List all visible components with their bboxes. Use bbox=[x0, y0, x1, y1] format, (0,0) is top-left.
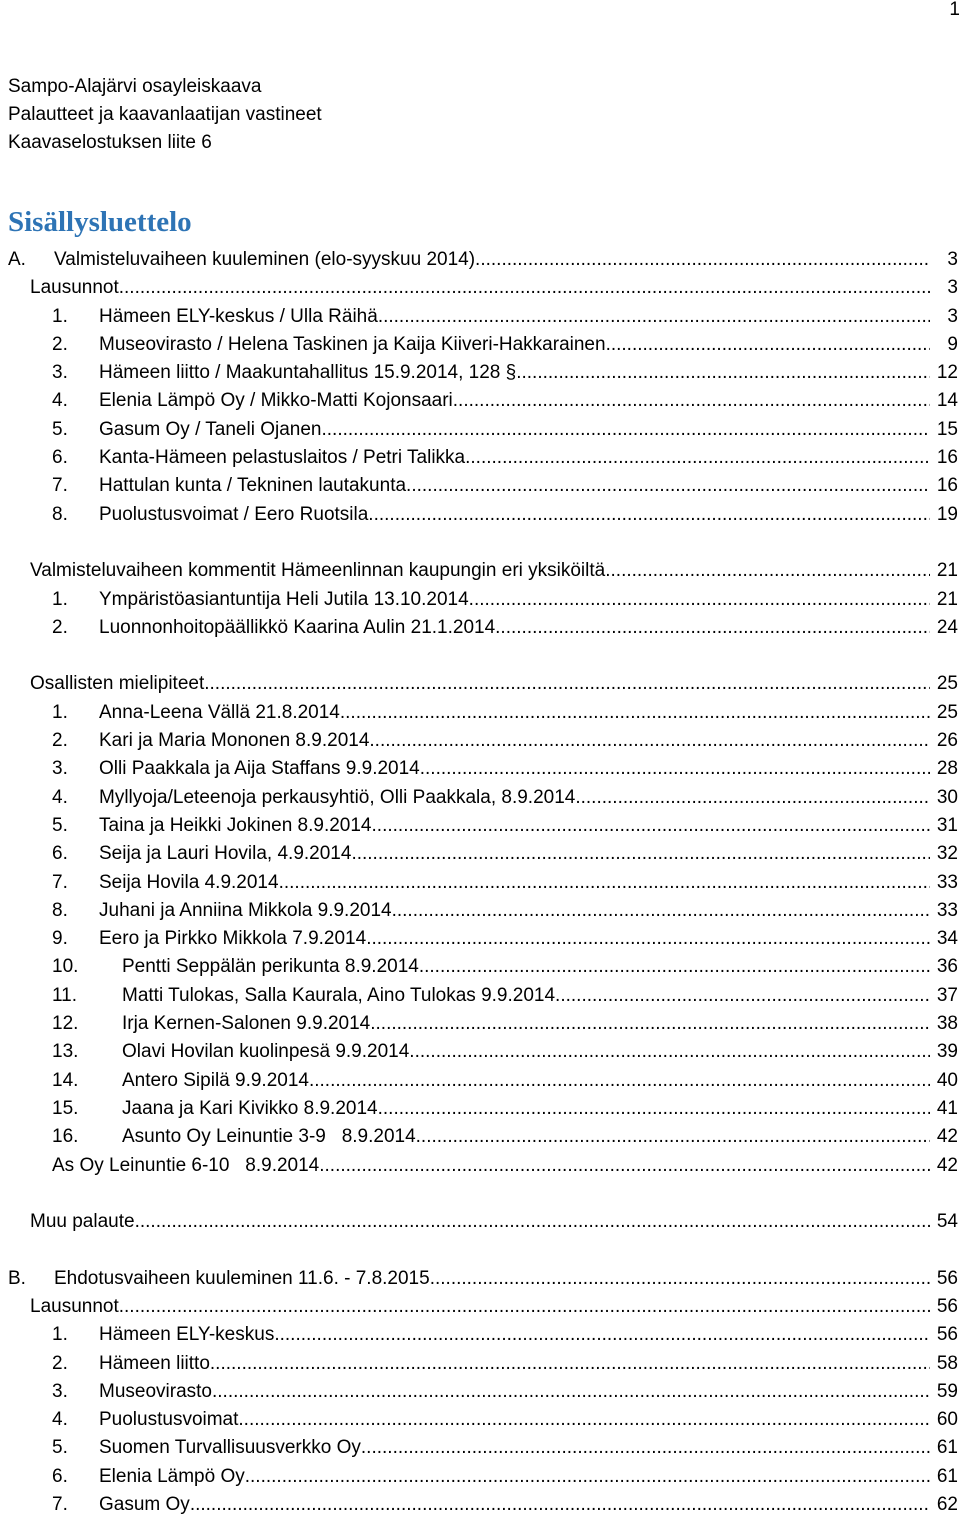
toc-dot-leader bbox=[119, 274, 930, 302]
toc-entry[interactable] bbox=[0, 557, 960, 585]
toc-dot-leader bbox=[372, 812, 930, 840]
toc-entry-label: Museovirasto bbox=[99, 1378, 212, 1406]
toc-dot-leader bbox=[245, 1463, 930, 1491]
toc-entry-label: Gasum Oy / Taneli Ojanen bbox=[99, 416, 321, 444]
toc-entry-page: 58 bbox=[936, 1352, 958, 1374]
toc-entry[interactable] bbox=[0, 1152, 960, 1180]
toc-entry-label: Seija Hovila 4.9.2014 bbox=[99, 869, 279, 897]
toc-entry-label: Asunto Oy Leinuntie 3-9 8.9.2014 bbox=[122, 1123, 416, 1151]
toc-entry[interactable] bbox=[0, 1067, 960, 1095]
toc-entry-number: 12. bbox=[52, 1013, 79, 1035]
toc-entry-label: Ympäristöasiantuntija Heli Jutila 13.10.2014 bbox=[99, 586, 469, 614]
toc-entry-label: Valmisteluvaiheen kommentit Hämeenlinnan kaupungin eri yksiköiltä bbox=[30, 557, 605, 585]
table-of-contents bbox=[0, 246, 960, 1519]
toc-dot-leader bbox=[279, 869, 930, 897]
toc-dot-leader bbox=[419, 953, 930, 981]
toc-entry[interactable] bbox=[0, 501, 960, 529]
toc-entry-page: 40 bbox=[936, 1069, 958, 1091]
toc-entry[interactable] bbox=[0, 1265, 960, 1293]
toc-entry-label: Olli Paakkala ja Aija Staffans 9.9.2014 bbox=[99, 755, 420, 783]
toc-entry[interactable] bbox=[0, 869, 960, 897]
toc-entry[interactable] bbox=[0, 897, 960, 925]
toc-dot-leader bbox=[430, 1265, 930, 1293]
toc-entry-label: Jaana ja Kari Kivikko 8.9.2014 bbox=[122, 1095, 378, 1123]
toc-entry-page: 36 bbox=[936, 956, 958, 978]
toc-entry-label: Puolustusvoimat / Eero Ruotsila bbox=[99, 501, 368, 529]
toc-entry[interactable] bbox=[0, 1350, 960, 1378]
toc-entry-number: 2. bbox=[52, 333, 68, 355]
toc-entry-label: Muu palaute bbox=[30, 1208, 135, 1236]
toc-entry[interactable] bbox=[0, 953, 960, 981]
toc-entry-number: 1. bbox=[52, 305, 68, 327]
header-line-2: Palautteet ja kaavanlaatijan vastineet bbox=[8, 104, 322, 125]
toc-dot-leader bbox=[465, 444, 930, 472]
toc-entry-label: Suomen Turvallisuusverkko Oy bbox=[99, 1434, 361, 1462]
toc-entry-label: Osallisten mielipiteet bbox=[30, 670, 204, 698]
toc-entry-page: 30 bbox=[936, 786, 958, 808]
toc-dot-leader bbox=[406, 472, 930, 500]
toc-entry[interactable] bbox=[0, 274, 960, 302]
toc-entry[interactable] bbox=[0, 1293, 960, 1321]
toc-entry-label: Hattulan kunta / Tekninen lautakunta bbox=[99, 472, 406, 500]
page-number: 1 bbox=[949, 0, 960, 20]
toc-entry-number: 5. bbox=[52, 418, 68, 440]
toc-dot-leader bbox=[453, 387, 930, 415]
toc-dot-leader bbox=[605, 557, 930, 585]
toc-entry-page: 12 bbox=[936, 362, 958, 384]
toc-entry-label: Lausunnot bbox=[30, 274, 119, 302]
toc-entry[interactable] bbox=[0, 416, 960, 444]
toc-entry-number: 4. bbox=[52, 786, 68, 808]
toc-dot-leader bbox=[119, 1293, 930, 1321]
toc-entry-label: Valmisteluvaiheen kuuleminen (elo-syyskuu 2014) bbox=[54, 246, 475, 274]
toc-entry-label: Kari ja Maria Mononen 8.9.2014 bbox=[99, 727, 369, 755]
toc-entry-page: 31 bbox=[936, 814, 958, 836]
toc-entry-number: 2. bbox=[52, 1352, 68, 1374]
toc-entry-label: As Oy Leinuntie 6-10 8.9.2014 bbox=[52, 1152, 319, 1180]
toc-entry-number: B. bbox=[8, 1267, 26, 1289]
toc-entry-number: 4. bbox=[52, 1409, 68, 1431]
toc-dot-leader bbox=[469, 586, 930, 614]
toc-entry-page: 34 bbox=[936, 928, 958, 950]
toc-entry[interactable] bbox=[0, 1208, 960, 1236]
toc-entry-label: Juhani ja Anniina Mikkola 9.9.2014 bbox=[99, 897, 392, 925]
toc-entry-page: 56 bbox=[936, 1295, 958, 1317]
toc-entry-label: Seija ja Lauri Hovila, 4.9.2014 bbox=[99, 840, 351, 868]
toc-entry[interactable] bbox=[0, 925, 960, 953]
toc-dot-leader bbox=[366, 925, 930, 953]
toc-entry-page: 21 bbox=[936, 560, 958, 582]
toc-dot-leader bbox=[319, 1152, 930, 1180]
toc-dot-leader bbox=[416, 1123, 930, 1151]
toc-entry[interactable] bbox=[0, 586, 960, 614]
toc-entry-number: 11. bbox=[52, 984, 78, 1006]
header-line-3: Kaavaselostuksen liite 6 bbox=[8, 132, 212, 153]
toc-dot-leader bbox=[309, 1067, 930, 1095]
toc-dot-leader bbox=[361, 1434, 930, 1462]
toc-entry-label: Matti Tulokas, Salla Kaurala, Aino Tulokas 9.9.2014 bbox=[122, 982, 555, 1010]
toc-dot-leader bbox=[606, 331, 930, 359]
toc-entry[interactable] bbox=[0, 1378, 960, 1406]
toc-entry-number: 5. bbox=[52, 814, 68, 836]
toc-entry-label: Ehdotusvaiheen kuuleminen 11.6. - 7.8.2015 bbox=[54, 1265, 430, 1293]
toc-entry[interactable] bbox=[0, 1321, 960, 1349]
toc-entry-number: 1. bbox=[52, 701, 68, 723]
toc-entry-page: 61 bbox=[936, 1437, 958, 1459]
toc-entry[interactable] bbox=[0, 727, 960, 755]
toc-dot-leader bbox=[420, 755, 930, 783]
toc-entry-page: 42 bbox=[936, 1154, 958, 1176]
toc-entry-page: 54 bbox=[936, 1211, 958, 1233]
toc-entry[interactable] bbox=[0, 670, 960, 698]
toc-entry-label: Anna-Leena Vällä 21.8.2014 bbox=[99, 699, 340, 727]
toc-entry-label: Hämeen ELY-keskus / Ulla Räihä bbox=[99, 303, 378, 331]
toc-dot-leader bbox=[135, 1208, 930, 1236]
toc-dot-leader bbox=[212, 1378, 930, 1406]
toc-entry-number: 8. bbox=[52, 503, 68, 525]
toc-entry-number: 3. bbox=[52, 362, 68, 384]
toc-entry-page: 37 bbox=[936, 984, 958, 1006]
toc-entry-number: 16. bbox=[52, 1126, 79, 1148]
toc-entry-label: Lausunnot bbox=[30, 1293, 119, 1321]
toc-entry-label: Luonnonhoitopäällikkö Kaarina Aulin 21.1.2014 bbox=[99, 614, 495, 642]
toc-entry-page: 25 bbox=[936, 701, 958, 723]
toc-dot-leader bbox=[210, 1350, 930, 1378]
toc-entry-page: 33 bbox=[936, 871, 958, 893]
toc-entry-label: Olavi Hovilan kuolinpesä 9.9.2014 bbox=[122, 1038, 409, 1066]
toc-entry[interactable] bbox=[0, 331, 960, 359]
toc-entry-page: 38 bbox=[936, 1013, 958, 1035]
toc-dot-leader bbox=[475, 246, 930, 274]
toc-dot-leader bbox=[351, 840, 930, 868]
header-line-1: Sampo-Alajärvi osayleiskaava bbox=[8, 76, 262, 97]
toc-entry-page: 15 bbox=[936, 418, 958, 440]
toc-entry[interactable] bbox=[0, 1095, 960, 1123]
toc-entry[interactable] bbox=[0, 444, 960, 472]
toc-dot-leader bbox=[340, 699, 930, 727]
toc-dot-leader bbox=[321, 416, 930, 444]
toc-dot-leader bbox=[274, 1321, 930, 1349]
toc-entry[interactable] bbox=[0, 303, 960, 331]
toc-entry[interactable] bbox=[0, 1038, 960, 1066]
toc-entry-page: 9 bbox=[947, 333, 958, 355]
toc-entry-page: 59 bbox=[936, 1380, 958, 1402]
toc-dot-leader bbox=[190, 1491, 930, 1519]
toc-entry-page: 62 bbox=[936, 1494, 958, 1516]
toc-entry-number: 6. bbox=[52, 447, 68, 469]
toc-entry-number: 6. bbox=[52, 843, 68, 865]
toc-entry-label: Elenia Lämpö Oy bbox=[99, 1463, 245, 1491]
toc-entry[interactable] bbox=[0, 784, 960, 812]
toc-entry-number: 1. bbox=[52, 1324, 68, 1346]
toc-entry-number: 3. bbox=[52, 1380, 68, 1402]
toc-entry-label: Myllyoja/Leteenoja perkausyhtiö, Olli Paakkala, 8.9.2014 bbox=[99, 784, 575, 812]
toc-entry-page: 24 bbox=[936, 616, 958, 638]
toc-dot-leader bbox=[368, 501, 930, 529]
toc-entry-page: 61 bbox=[936, 1465, 958, 1487]
toc-entry[interactable] bbox=[0, 472, 960, 500]
toc-entry-label: Gasum Oy bbox=[99, 1491, 190, 1519]
toc-entry-label: Eero ja Pirkko Mikkola 7.9.2014 bbox=[99, 925, 366, 953]
toc-entry-number: 6. bbox=[52, 1465, 68, 1487]
toc-entry[interactable] bbox=[0, 359, 960, 387]
toc-entry-number: 7. bbox=[52, 475, 68, 497]
toc-entry-label: Hämeen liitto / Maakuntahallitus 15.9.2014, 128 § bbox=[99, 359, 516, 387]
toc-entry-number: 15. bbox=[52, 1097, 79, 1119]
toc-entry-number: 8. bbox=[52, 899, 68, 921]
toc-entry[interactable] bbox=[0, 246, 960, 274]
toc-entry-number: A. bbox=[8, 249, 26, 270]
toc-entry-label: Taina ja Heikki Jokinen 8.9.2014 bbox=[99, 812, 372, 840]
toc-entry-page: 42 bbox=[936, 1126, 958, 1148]
toc-entry[interactable] bbox=[0, 982, 960, 1010]
toc-entry-label: Kanta-Hämeen pelastuslaitos / Petri Talikka bbox=[99, 444, 465, 472]
toc-entry-page: 3 bbox=[947, 249, 958, 270]
toc-entry-page: 3 bbox=[947, 277, 958, 299]
toc-dot-leader bbox=[495, 614, 930, 642]
toc-dot-leader bbox=[370, 1010, 930, 1038]
toc-entry-page: 26 bbox=[936, 730, 958, 752]
toc-entry[interactable] bbox=[0, 812, 960, 840]
toc-entry-page: 39 bbox=[936, 1041, 958, 1063]
toc-entry-page: 60 bbox=[936, 1409, 958, 1431]
toc-entry[interactable] bbox=[0, 1434, 960, 1462]
toc-dot-leader bbox=[409, 1038, 930, 1066]
toc-entry-page: 56 bbox=[936, 1324, 958, 1346]
document-header bbox=[8, 73, 322, 157]
toc-entry-page: 33 bbox=[936, 899, 958, 921]
toc-entry-number: 7. bbox=[52, 871, 68, 893]
toc-dot-leader bbox=[575, 784, 930, 812]
toc-entry-page: 19 bbox=[936, 503, 958, 525]
toc-entry[interactable] bbox=[0, 755, 960, 783]
toc-entry-label: Antero Sipilä 9.9.2014 bbox=[122, 1067, 309, 1095]
toc-entry-label: Elenia Lämpö Oy / Mikko-Matti Kojonsaari bbox=[99, 387, 453, 415]
toc-entry-label: Museovirasto / Helena Taskinen ja Kaija Kiiveri-Hakkarainen bbox=[99, 331, 606, 359]
toc-entry-page: 16 bbox=[936, 475, 958, 497]
toc-title: Sisällysluettelo bbox=[8, 206, 192, 238]
toc-entry-label: Hämeen liitto bbox=[99, 1350, 210, 1378]
toc-dot-leader bbox=[378, 303, 930, 331]
toc-entry-number: 1. bbox=[52, 588, 68, 610]
toc-entry-page: 56 bbox=[936, 1267, 958, 1289]
toc-entry-page: 16 bbox=[936, 447, 958, 469]
toc-entry[interactable] bbox=[0, 1406, 960, 1434]
toc-entry-page: 32 bbox=[936, 843, 958, 865]
toc-entry-number: 10. bbox=[52, 956, 79, 978]
toc-entry-number: 2. bbox=[52, 616, 68, 638]
toc-entry-page: 3 bbox=[947, 305, 958, 327]
toc-entry-number: 4. bbox=[52, 390, 68, 412]
toc-dot-leader bbox=[378, 1095, 930, 1123]
toc-dot-leader bbox=[238, 1406, 930, 1434]
toc-dot-leader bbox=[369, 727, 930, 755]
toc-entry[interactable] bbox=[0, 614, 960, 642]
toc-entry[interactable] bbox=[0, 699, 960, 727]
toc-entry-label: Pentti Seppälän perikunta 8.9.2014 bbox=[122, 953, 419, 981]
toc-entry-page: 41 bbox=[936, 1097, 958, 1119]
toc-dot-leader bbox=[516, 359, 930, 387]
toc-entry-page: 28 bbox=[936, 758, 958, 780]
toc-entry-page: 25 bbox=[936, 673, 958, 695]
toc-entry[interactable] bbox=[0, 1491, 960, 1519]
toc-entry[interactable] bbox=[0, 1010, 960, 1038]
toc-entry-number: 5. bbox=[52, 1437, 68, 1459]
toc-entry[interactable] bbox=[0, 387, 960, 415]
toc-entry[interactable] bbox=[0, 1123, 960, 1151]
toc-entry-number: 9. bbox=[52, 928, 68, 950]
toc-entry-number: 13. bbox=[52, 1041, 79, 1063]
toc-entry[interactable] bbox=[0, 1463, 960, 1491]
toc-dot-leader bbox=[555, 982, 930, 1010]
toc-entry-number: 3. bbox=[52, 758, 68, 780]
toc-entry-number: 7. bbox=[52, 1494, 68, 1516]
toc-entry-label: Irja Kernen-Salonen 9.9.2014 bbox=[122, 1010, 370, 1038]
toc-entry-number: 2. bbox=[52, 730, 68, 752]
toc-entry[interactable] bbox=[0, 840, 960, 868]
toc-entry-number: 14. bbox=[52, 1069, 79, 1091]
toc-entry-page: 14 bbox=[936, 390, 958, 412]
toc-entry-page: 21 bbox=[936, 588, 958, 610]
toc-dot-leader bbox=[204, 670, 930, 698]
toc-entry-label: Hämeen ELY-keskus bbox=[99, 1321, 274, 1349]
toc-entry-label: Puolustusvoimat bbox=[99, 1406, 238, 1434]
toc-dot-leader bbox=[392, 897, 930, 925]
